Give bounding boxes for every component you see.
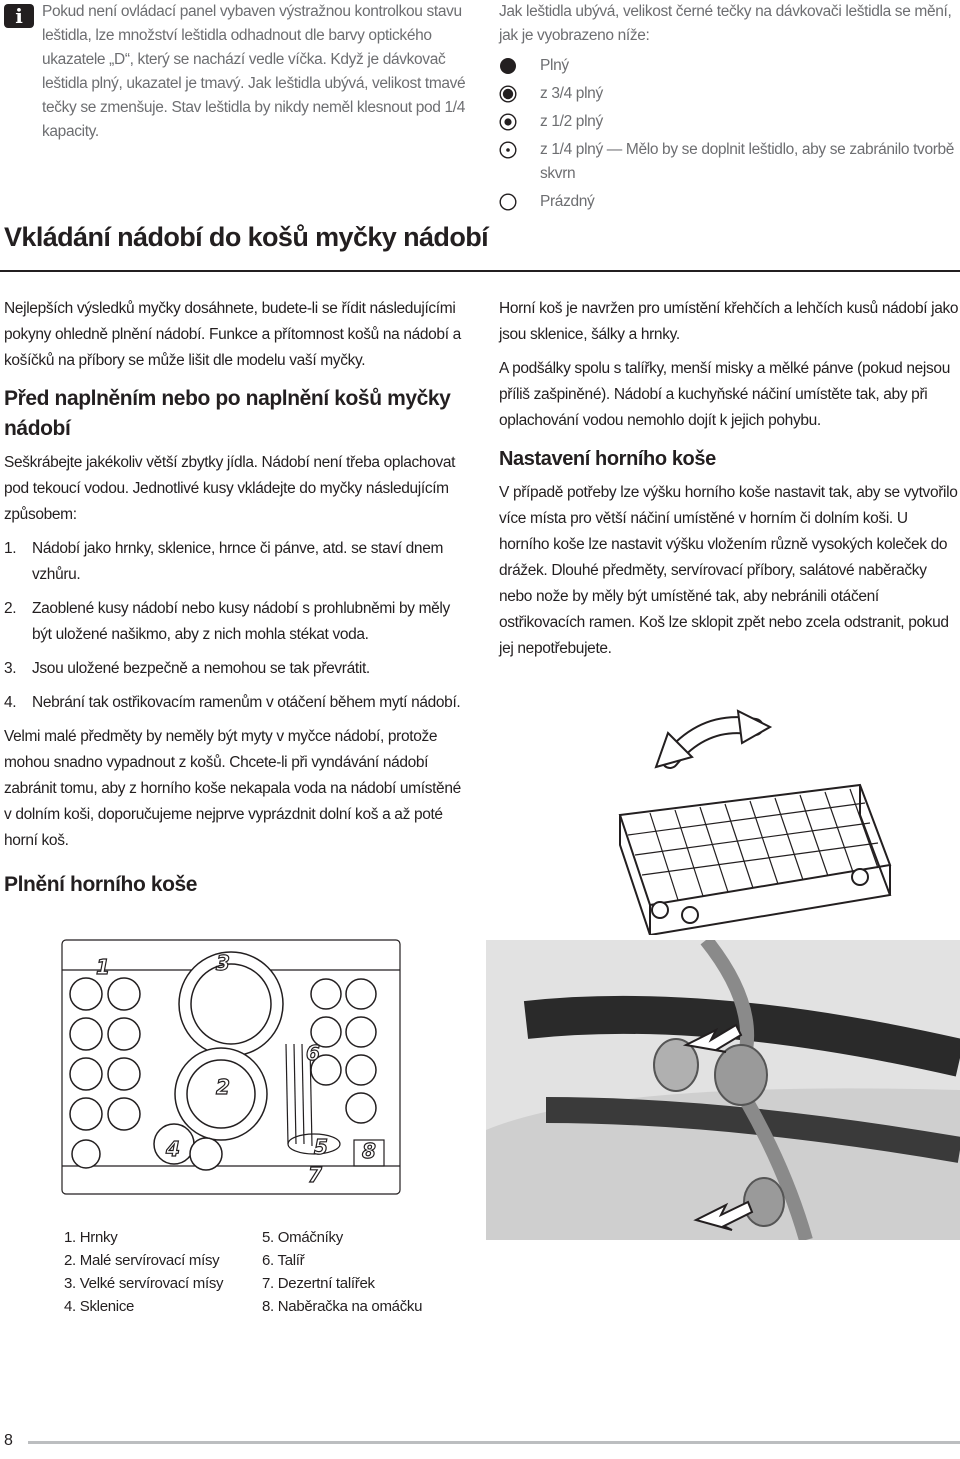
indicator-level-label: z 1/2 plný	[540, 113, 603, 130]
dot-quarter-icon	[499, 141, 517, 159]
step-text: Nádobí jako hrnky, sklenice, hrnce či pánve, atd. se staví dnem vzhůru.	[32, 540, 444, 583]
loading-step	[4, 536, 472, 588]
legend-item: 6. Talíř	[262, 1252, 305, 1269]
dot-three-quarter-icon	[499, 85, 517, 103]
heading-adjust-basket: Nastavení horního koše	[499, 448, 716, 470]
basket-number: 2	[216, 1075, 230, 1099]
basket-number: 3	[216, 951, 230, 975]
indicator-level-label: z 3/4 plný	[540, 85, 603, 102]
indicator-level	[499, 82, 959, 106]
indicator-levels	[499, 54, 959, 214]
section-divider	[0, 270, 960, 272]
indicator-level	[499, 54, 959, 78]
loading-step	[4, 690, 472, 716]
legend-item: 3. Velké servírovací mísy	[64, 1275, 224, 1292]
basket-number: 7	[308, 1163, 322, 1187]
wheel-adjustment-photo	[486, 940, 960, 1240]
basket-number: 4	[166, 1137, 180, 1161]
basket-loading-diagram	[56, 934, 406, 1200]
dot-half-icon	[499, 113, 517, 131]
legend-item: 2. Malé servírovací mísy	[64, 1252, 220, 1269]
indicator-level	[499, 138, 959, 186]
before-loading-text: Seškrábejte jakékoliv větší zbytky jídla. Nádobí není třeba oplachovat pod tekoucí vodou. Jednotlivé kusy vkládejte do myčky následujícím způsobem:	[4, 454, 456, 523]
indicator-intro: Jak leštidla ubývá, velikost černé tečky na dávkovači leštidla se mění, jak je vyobrazeno níže:	[499, 3, 952, 44]
loading-step	[4, 656, 472, 682]
indicator-level	[499, 190, 959, 214]
info-note-text: Pokud není ovládací panel vybaven výstražnou kontrolkou stavu leštidla, lze množství leštidla odhadnout dle barvy optického ukazatele „D“, který se nachází vedle víčka. Když je dávkovač leštidla plný, ukazatel je tmavý. Jak leštidla ubývá, velikost tmavé tečky se zmenšuje. Stav leštidla by nikdy neměl klesnout pod 1/4 kapacity.	[42, 3, 466, 140]
step-text: Zaoblené kusy nádobí nebo kusy nádobí s prohlubněmi by měly být uložené našikmo, aby z nich mohla stékat voda.	[32, 600, 450, 643]
basket-number: 1	[96, 955, 110, 979]
indicator-level-label: z 1/4 plný — Mělo by se doplnit leštidlo, aby se zabránilo tvorbě skvrn	[540, 141, 955, 182]
step-text: Nebrání tak ostřikovacím ramenům v otáčení během mytí nádobí.	[32, 694, 461, 711]
info-icon: i	[4, 4, 34, 28]
basket-number: 5	[314, 1135, 328, 1159]
legend-item: 4. Sklenice	[64, 1298, 135, 1315]
adjust-basket-text: V případě potřeby lze výšku horního koše nastavit tak, aby se vytvořilo více místa pro větší náčiní umístěné v horním či dolním koši. U horního koše lze nastavit výšku vložením různě vysokých koleček do drážek. Dlouhé předměty, servírovací příbory, salátové naběračky nebo nože by měly být umístěné tak, aby nebránili otáčení ostřikovacích ramen. Koš lze sklopit zpět nebo zcela odstranit, pokud jej nepotřebujete.	[499, 484, 958, 657]
dot-full-icon	[499, 57, 517, 75]
right-column	[499, 296, 959, 670]
loading-steps	[4, 536, 472, 716]
legend-item: 7. Dezertní talířek	[262, 1275, 375, 1292]
rinse-aid-indicator	[499, 0, 959, 218]
loading-intro: Nejlepších výsledků myčky dosáhnete, budete-li se řídit následujícími pokyny ohledně plnění nádobí. Funkce a přítomnost košů na nádobí a košíčků na příbory se může lišit dle modelu vaší myčky.	[4, 300, 461, 369]
upper-basket-p1: Horní koš je navržen pro umístění křehčích a lehčích kusů nádobí jako jsou sklenice, šálky a hrnky.	[499, 300, 959, 343]
indicator-level-label: Plný	[540, 57, 569, 74]
loading-step	[4, 596, 472, 648]
step-number: 3.	[4, 660, 17, 677]
step-number: 1.	[4, 540, 17, 557]
footer-rule	[28, 1441, 960, 1444]
step-text: Jsou uložené bezpečně a nemohou se tak převrátit.	[32, 660, 370, 677]
basket-number: 6	[306, 1041, 320, 1065]
dot-empty-icon	[499, 193, 517, 211]
heading-upper-basket: Plnění horního koše	[4, 873, 198, 896]
legend-item: 8. Naběračka na omáčku	[262, 1298, 423, 1315]
legend-item: 5. Omáčníky	[262, 1229, 343, 1246]
legend-item: 1. Hrnky	[64, 1229, 118, 1246]
indicator-level	[499, 110, 959, 134]
basket-tilt-illustration	[560, 705, 940, 935]
main-heading: Vkládání nádobí do košů myčky nádobí	[4, 222, 489, 252]
legend-column-2	[262, 1226, 422, 1318]
left-column	[4, 296, 472, 906]
heading-before-loading: Před naplněním nebo po naplnění košů myčky nádobí	[4, 387, 451, 440]
basket-number: 8	[362, 1139, 376, 1163]
step-number: 4.	[4, 694, 17, 711]
indicator-level-label: Prázdný	[540, 193, 595, 210]
step-number: 2.	[4, 600, 17, 617]
small-items-text: Velmi malé předměty by neměly být myty v myčce nádobí, protože mohou snadno vypadnout z košů. Chcete-li při vyndávání nádobí zabránit tomu, aby z horního koše nekapala voda na nádobí umístěné v dolním koši, doporučujeme nejprve vyprázdnit dolní koš a až poté horní koš.	[4, 728, 461, 849]
upper-basket-p2: A podšálky spolu s talířky, menší misky a mělké pánve (pokud nejsou příliš zašpiněné). Nádobí a kuchyňské náčiní umístěte tak, aby při oplachování vodou nemohlo dojít k jejich pohybu.	[499, 360, 950, 429]
page-number: 8	[4, 1432, 13, 1449]
legend-column-1	[64, 1226, 223, 1318]
